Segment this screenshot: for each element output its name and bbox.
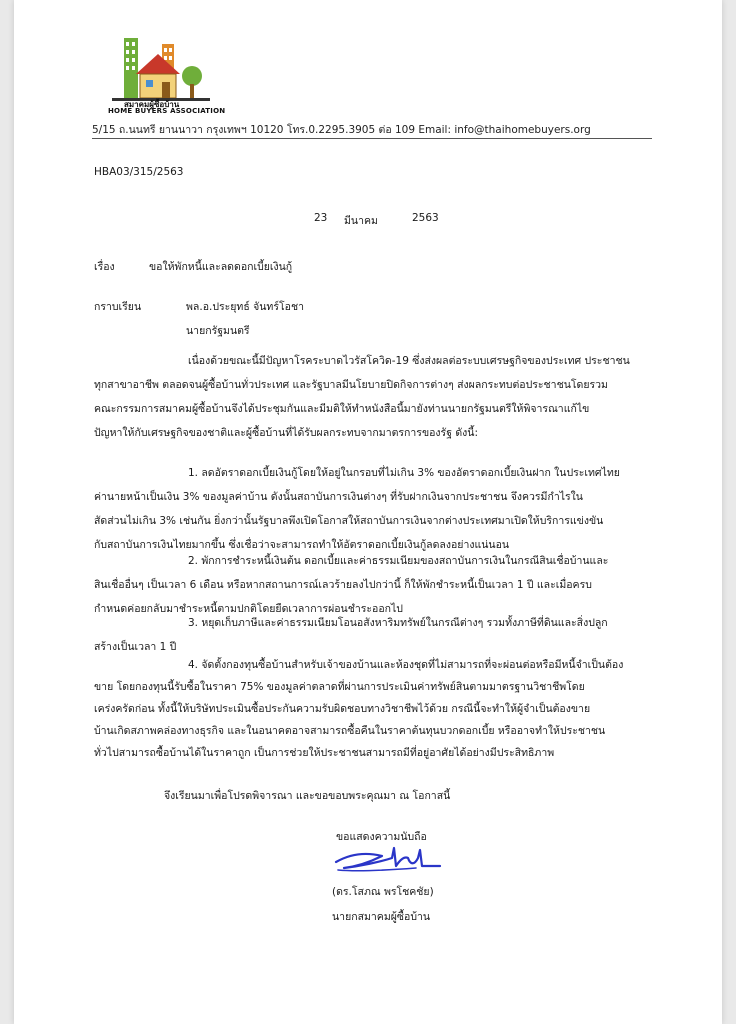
item-4-line: ทั่วไปสามารถซื้อบ้านได้ในราคาถูก เป็นการช่วยให้ประชาชนสามารถมีที่อยู่อาศัยได้อย่างมีประสิทธิภาพ — [94, 747, 555, 759]
regards-line: ขอแสดงความนับถือ — [336, 831, 427, 843]
subject-text: ขอให้พักหนี้และลดดอกเบี้ยเงินกู้ — [149, 261, 293, 273]
signer-name: (ดร.โสภณ พรโชคชัย) — [332, 886, 434, 898]
item-2-line: สินเชื่ออื่นๆ เป็นเวลา 6 เดือน หรือหากสถานการณ์เลวร้ายลงไปกว่านี้ ก็ให้พักชำระหนี้เป็นเวลา 1 ปี และเมื่อครบ — [94, 579, 592, 591]
item-1-line: สัดส่วนไม่เกิน 3% เช่นกัน ยิ่งกว่านั้นรัฐบาลพึงเปิดโอกาสให้สถาบันการเงินจากต่างประเทศมาเปิดให้บริการแข่งขัน — [94, 515, 604, 527]
intro-line: คณะกรรมการสมาคมผู้ซื้อบ้านจึงได้ประชุมกันและมีมติให้ทำหนังสือนี้มายังท่านนายกรัฐมนตรีให้พิจารณาแก้ไข — [94, 403, 590, 415]
closing-line: จึงเรียนมาเพื่อโปรดพิจารณา และขอขอบพระคุณมา ณ โอกาสนี้ — [164, 790, 451, 802]
salutation-label: กราบเรียน — [94, 301, 142, 313]
org-name-thai: สมาคมผู้ซื้อบ้าน — [124, 100, 180, 109]
org-address: 5/15 ถ.นนทรี ยานนาวา กรุงเทพฯ 10120 โทร.0.2295.3905 ต่อ 109 Email: info@thaihomebuyers.org — [92, 124, 591, 136]
recipient-title: นายกรัฐมนตรี — [186, 325, 250, 337]
date-day: 23 — [314, 212, 328, 224]
intro-line: ทุกสาขาอาชีพ ตลอดจนผู้ซื้อบ้านทั่วประเทศ และรัฐบาลมีนโยบายปิดกิจการต่างๆ ส่งผลกระทบต่อประชาชนโดยรวม — [94, 379, 608, 391]
header-divider — [92, 138, 652, 139]
signature-icon — [330, 840, 442, 876]
date-year: 2563 — [412, 212, 439, 224]
item-4-line: เคร่งครัดก่อน ทั้งนี้ให้บริษัทประเมินซื้อประกันความรับผิดชอบทางวิชาชีพไว้ด้วย กรณีนี้จะทำให้ผู้จำเป็นต้องขาย — [94, 703, 591, 715]
intro-line: ปัญหาให้กับเศรษฐกิจของชาติและผู้ซื้อบ้านที่ได้รับผลกระทบจากมาตรการของรัฐ ดังนี้: — [94, 427, 478, 439]
item-3-line: 3. หยุดเก็บภาษีและค่าธรรมเนียมโอนอสังหาริมทรัพย์ในกรณีต่างๆ รวมทั้งภาษีที่ดินและสิ่งปลูก — [188, 617, 608, 629]
reference-number: HBA03/315/2563 — [94, 166, 184, 178]
item-4-line: ขาย โดยกองทุนนี้รับซื้อในราคา 75% ของมูลค่าตลาดที่ผ่านการประเมินค่าทรัพย์สินตามมาตรฐานวิชาชีพโดย — [94, 681, 585, 693]
letter-page — [14, 0, 722, 1024]
subject-label: เรื่อง — [94, 261, 115, 273]
intro-line: เนื่องด้วยขณะนี้มีปัญหาโรคระบาดไวรัสโควิด-19 ซึ่งส่งผลต่อระบบเศรษฐกิจของประเทศ ประชาชน — [188, 355, 630, 367]
signer-title: นายกสมาคมผู้ซื้อบ้าน — [332, 911, 431, 923]
org-name-english: HOME BUYERS ASSOCIATION — [108, 107, 226, 115]
recipient-name: พล.อ.ประยุทธ์ จันทร์โอชา — [186, 301, 304, 313]
item-3-line: สร้างเป็นเวลา 1 ปี — [94, 641, 177, 653]
date-month: มีนาคม — [344, 215, 378, 227]
item-1-line: 1. ลดอัตราดอกเบี้ยเงินกู้โดยให้อยู่ในกรอบที่ไม่เกิน 3% ของอัตราดอกเบี้ยเงินฝาก ในประเทศไทย — [188, 467, 620, 479]
item-2-line: กำหนดค่อยกลับมาชำระหนี้ตามปกติโดยยืดเวลาการผ่อนชำระออกไป — [94, 603, 403, 615]
item-4-line: 4. จัดตั้งกองทุนซื้อบ้านสำหรับเจ้าของบ้านและห้องชุดที่ไม่สามารถที่จะผ่อนต่อหรือมีหนี้จำเป็นต้อง — [188, 659, 624, 671]
item-1-line: ค่านายหน้าเป็นเงิน 3% ของมูลค่าบ้าน ดังนั้นสถาบันการเงินต่างๆ ที่รับฝากเงินจากประชาชน จึงควรมีกำไรใน — [94, 491, 583, 503]
letter-body — [94, 352, 664, 772]
item-1-line: กับสถาบันการเงินไทยมากขึ้น ซึ่งเชื่อว่าจะสามารถทำให้อัตราดอกเบี้ยเงินกู้ลดลงอย่างแน่นอน — [94, 539, 510, 551]
item-4-line: บ้านเกิดสภาพคล่องทางธุรกิจ และในอนาคตอาจสามารถซื้อคืนในราคาต้นทุนบวกดอกเบี้ย หรืออาจทำให้ประชาชน — [94, 725, 606, 737]
item-2-line: 2. พักการชำระหนี้เงินต้น ดอกเบี้ยและค่าธรรมเนียมของสถาบันการเงินในกรณีสินเชื่อบ้านและ — [188, 555, 609, 567]
